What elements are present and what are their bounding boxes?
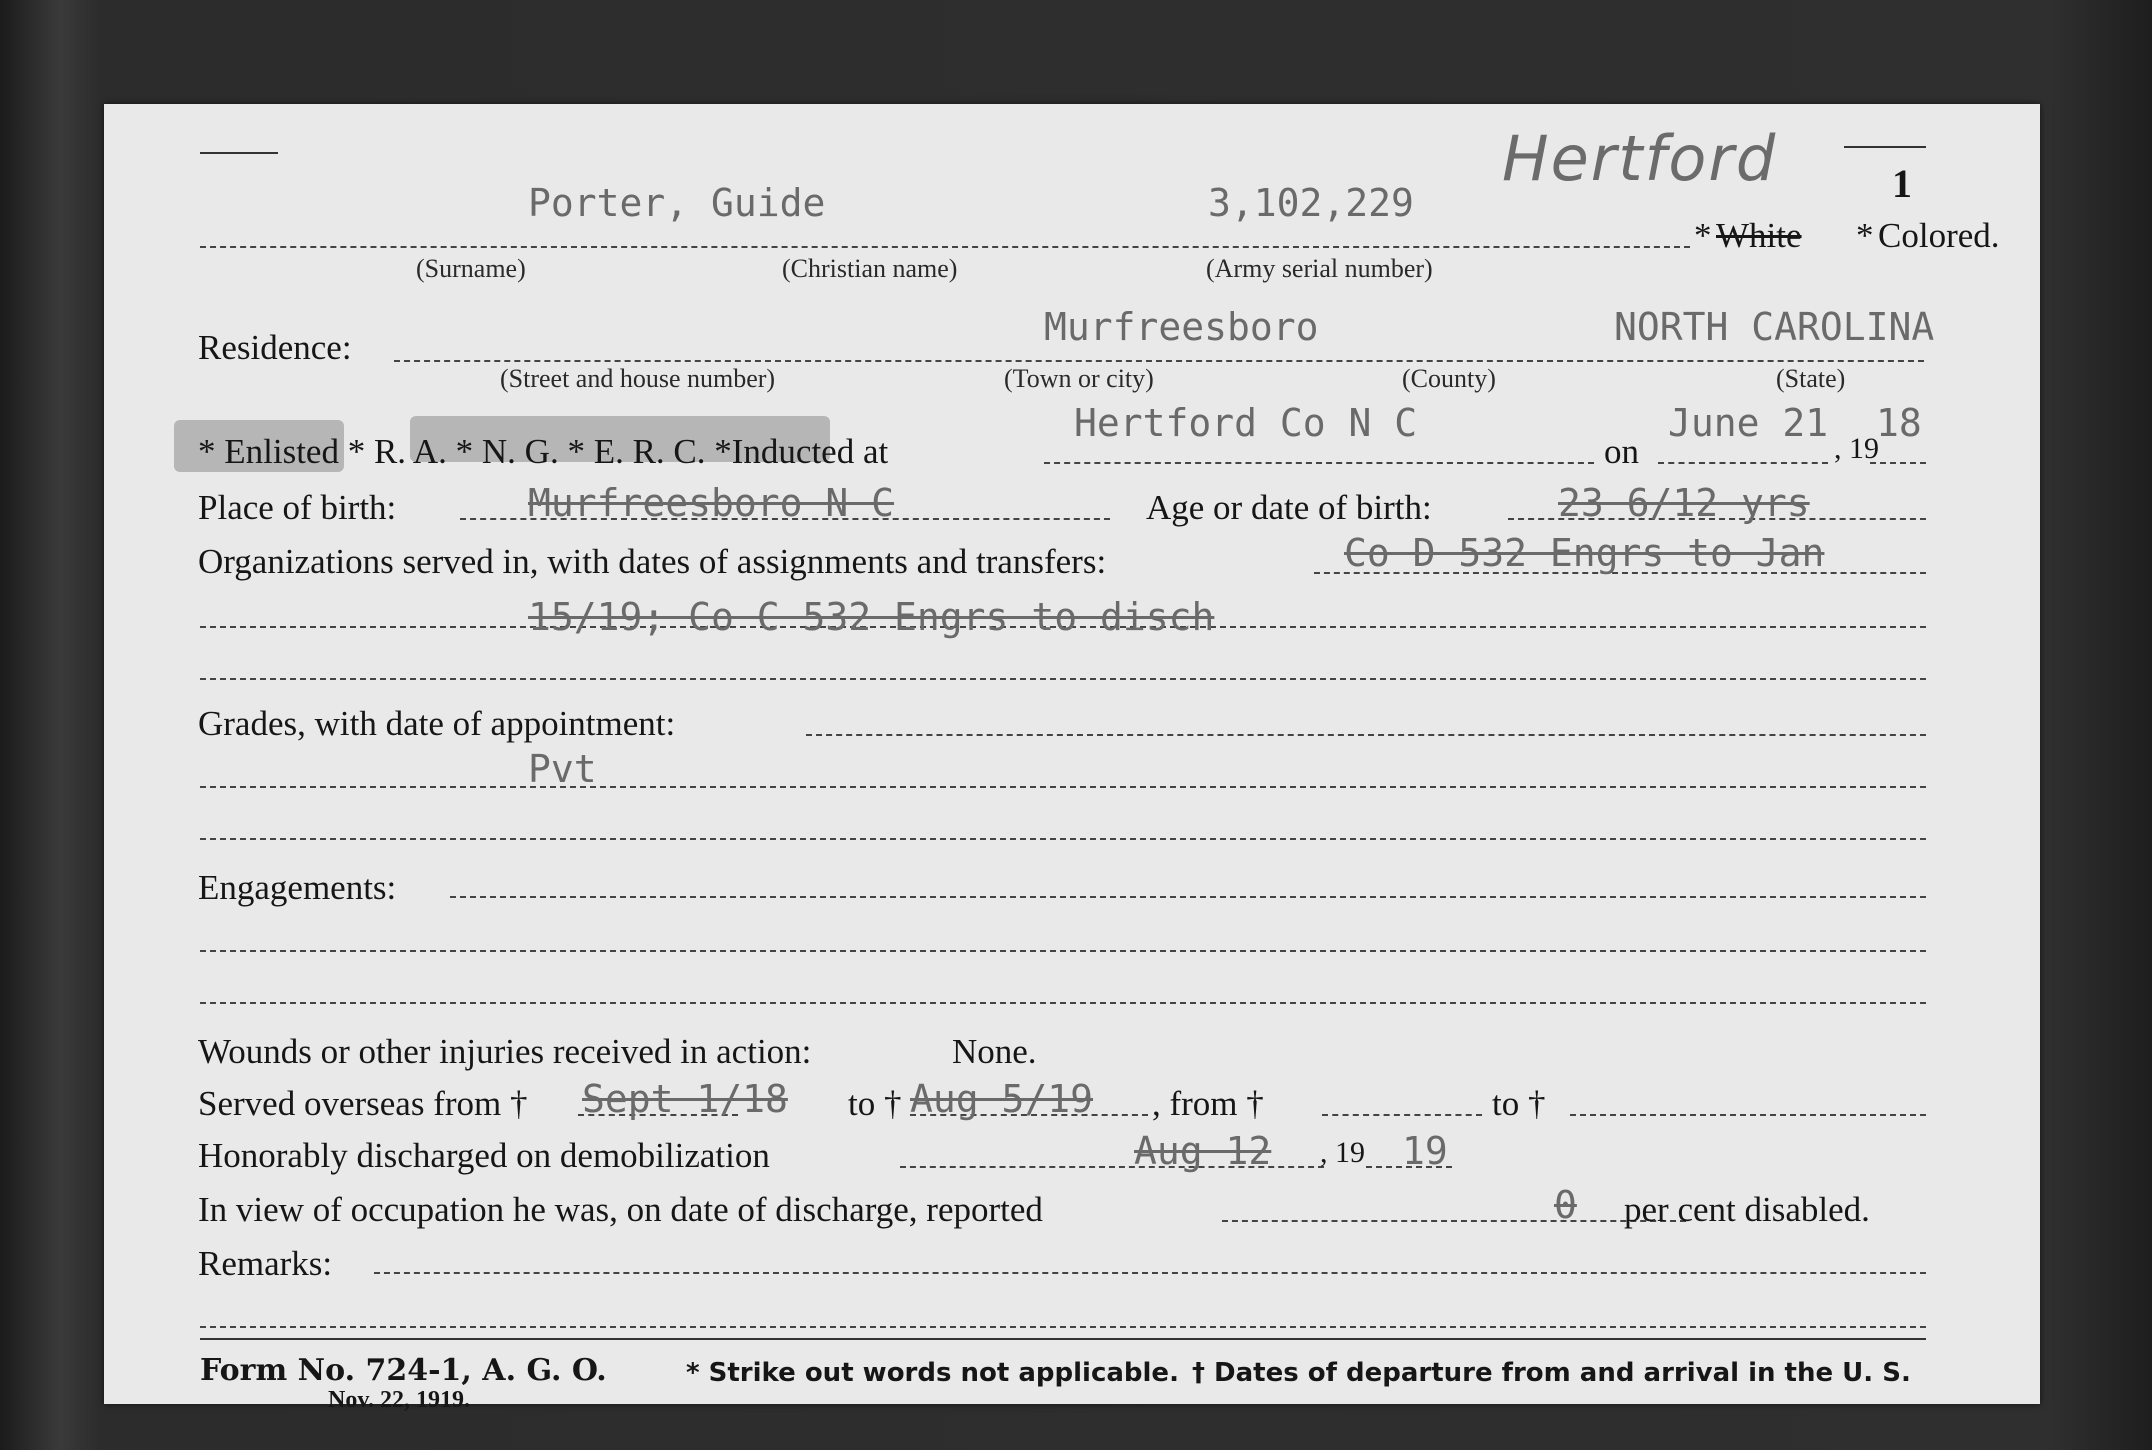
service-record-card xyxy=(104,104,2040,1413)
street-label: (Street and house number) xyxy=(500,364,776,393)
engagements-line-1 xyxy=(450,896,1926,898)
discharge-date-value: Aug 12 xyxy=(1134,1129,1272,1173)
year-line xyxy=(1870,462,1926,464)
surname-value: Porter, Guide xyxy=(528,181,826,225)
wounds-value: None. xyxy=(952,1032,1037,1071)
remarks-line-2 xyxy=(200,1326,1926,1328)
town-value: Murfreesboro xyxy=(1044,305,1319,349)
engagements-label: Engagements: xyxy=(198,868,397,907)
disabled-line xyxy=(1222,1220,1686,1222)
army-serial-label: (Army serial number) xyxy=(1206,254,1433,283)
organizations-label: Organizations served in, with dates of assignments and transfers: xyxy=(198,542,1107,581)
overseas-from2-line xyxy=(1322,1114,1482,1116)
enlisted-label: * Enlisted * R. A. * N. G. * E. R. C. *Inducted at xyxy=(198,432,889,471)
wounds-label: Wounds or other injuries received in action: xyxy=(198,1032,812,1071)
on-label: on xyxy=(1604,432,1639,471)
residence-line xyxy=(394,360,1924,362)
footer-rule xyxy=(200,1338,1926,1340)
discharge-year-value: 19 xyxy=(1402,1129,1448,1173)
date-line xyxy=(1658,462,1828,464)
overseas-to-value: Aug 5/19 xyxy=(910,1077,1094,1121)
overseas-to-label: to † xyxy=(848,1084,902,1123)
form-number: Form No. 724-1, A. G. O. xyxy=(200,1353,607,1388)
top-rule xyxy=(200,152,278,154)
grades-label: Grades, with date of appointment: xyxy=(198,704,676,743)
serial-number-value: 3,102,229 xyxy=(1208,181,1414,225)
engagements-line-2 xyxy=(200,950,1926,952)
top-right-rule xyxy=(1844,146,1926,148)
org-value-2: 15/19; Co C 532 Engrs to disch xyxy=(528,595,1215,639)
form-date: Nov. 22, 1919. xyxy=(328,1387,471,1413)
place-of-birth-label: Place of birth: xyxy=(198,488,397,527)
inducted-line xyxy=(1044,462,1594,464)
state-label: (State) xyxy=(1776,364,1846,393)
engagements-line-3 xyxy=(200,1002,1926,1004)
name-line xyxy=(200,246,1690,248)
grades-line-2 xyxy=(200,786,1926,788)
card-number: 1 xyxy=(1892,161,1912,206)
remarks-line-1 xyxy=(374,1272,1926,1274)
race-white: White xyxy=(1716,216,1802,255)
org-line-3 xyxy=(200,678,1926,680)
overseas-to2-line xyxy=(1570,1114,1926,1116)
age-label: Age or date of birth: xyxy=(1146,488,1432,527)
town-label: (Town or city) xyxy=(1004,364,1154,393)
residence-label: Residence: xyxy=(198,328,352,367)
surname-label: (Surname) xyxy=(416,254,526,283)
footnote-strike-out: * Strike out words not applicable. xyxy=(686,1358,1179,1388)
inducted-date-value: June 21 xyxy=(1668,401,1829,445)
race-colored: Colored. xyxy=(1878,216,2000,255)
grades-line-3 xyxy=(200,838,1926,840)
state-value: NORTH CAROLINA xyxy=(1614,305,1935,349)
footnote-dates: † Dates of departure from and arrival in the U. S. xyxy=(1192,1358,1911,1388)
percent-label: per cent disabled. xyxy=(1624,1190,1870,1229)
remarks-label: Remarks: xyxy=(198,1244,333,1283)
race-colored-mark: * xyxy=(1856,216,1874,255)
grades-line-1 xyxy=(806,734,1926,736)
disabled-value: 0 xyxy=(1554,1183,1577,1227)
discharged-label: Honorably discharged on demobilization xyxy=(198,1136,770,1175)
inducted-year-value: 18 xyxy=(1876,401,1922,445)
christian-name-label: (Christian name) xyxy=(782,254,958,283)
overseas-from-value: Sept 1/18 xyxy=(582,1077,788,1121)
year-prefix-label: , 19 xyxy=(1834,432,1879,465)
handwritten-county: Hertford xyxy=(1502,122,1778,195)
race-mark: * xyxy=(1694,216,1712,255)
overseas-label: Served overseas from † xyxy=(198,1084,528,1123)
org-value-1: Co D 532 Engrs to Jan xyxy=(1344,531,1825,575)
grade-value: Pvt xyxy=(528,747,597,791)
birthplace-value: Murfreesboro N C xyxy=(528,481,895,525)
age-value: 23 6/12 yrs xyxy=(1558,481,1810,525)
discharge-year-label: , 19 xyxy=(1320,1136,1365,1169)
occupation-label: In view of occupation he was, on date of discharge, reported xyxy=(198,1190,1043,1229)
inducted-at-value: Hertford Co N C xyxy=(1074,401,1418,445)
overseas-to2-label: to † xyxy=(1492,1084,1546,1123)
county-label: (County) xyxy=(1402,364,1496,393)
overseas-from2-label: , from † xyxy=(1152,1084,1264,1123)
